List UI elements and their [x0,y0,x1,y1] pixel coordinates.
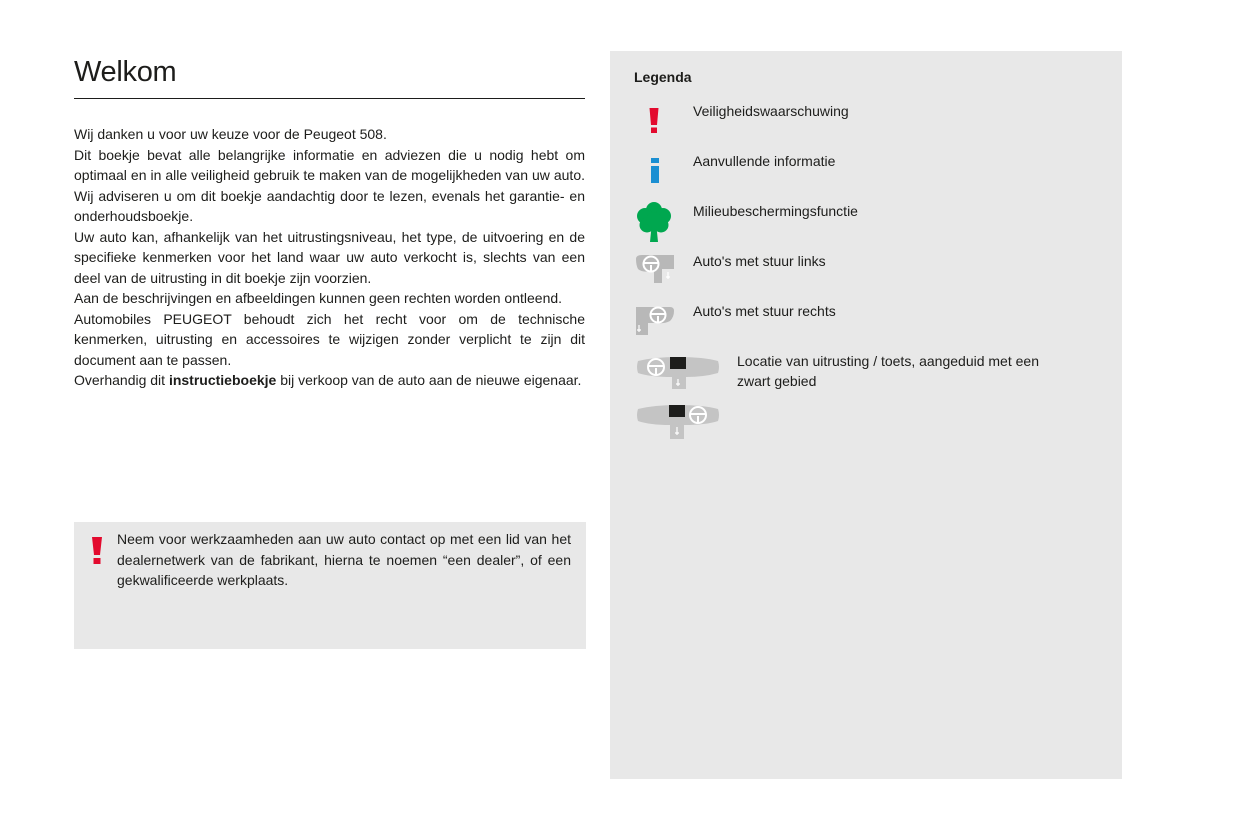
legend-panel [610,51,1122,779]
dealer-warning-box [74,522,586,649]
intro-paragraph: Aan de beschrijvingen en afbeeldingen kunnen geen rechten worden ontleend. [74,290,563,306]
steering-left-icon [634,253,676,285]
handover-text-start: Overhandig dit [74,372,169,388]
page-title: Welkom [74,56,177,88]
info-icon [648,157,662,185]
dashboard-location-icon [634,401,722,441]
handover-text-end: bij verkoop van de auto aan de nieuwe eigenaar. [276,372,582,388]
intro-paragraph: Uw auto kan, afhankelijk van het uitrustingsniveau, het type, de uitvoering en de specifieke kenmerken voor het land waar uw auto verkocht is, slechts van een deel van de uitrusting in dit boekje zijn voorzien. [74,228,585,286]
exclamation-icon [646,107,662,135]
handover-text-bold: instructieboekje [168,372,277,388]
intro-paragraph: Dit boekje bevat alle belangrijke informatie en adviezen die u nodig hebt om optimaal en in alle veiligheid gebruik te maken van de mogelijkheden van uw auto. Wij adviseren u om dit boekje aandachtig door te lezen, evenals het garantie- en onderhoudsboekje. [74,146,585,224]
legend-item-label: Aanvullende informatie [693,153,836,169]
legend-item-label: Locatie van uitrusting / toets, aangeduid met een zwart gebied [737,353,1039,389]
steering-right-icon [634,303,676,337]
intro-paragraph: Automobiles PEUGEOT behoudt zich het recht voor om de technische kenmerken, uitrusting en accessoires te wijzigen zonder verplicht te zijn dit document aan te passen. [74,310,585,368]
dashboard-location-icon [634,353,722,391]
intro-paragraph-handover [74,370,585,391]
legend-item-label: Auto's met stuur links [693,253,826,269]
intro-text [74,124,585,391]
legend-item-label: Veiligheidswaarschuwing [693,103,849,119]
title-divider [74,98,585,99]
dealer-warning-text: Neem voor werkzaamheden aan uw auto contact op met een lid van het dealernetwerk van de fabrikant, hierna te noemen “een dealer”, of een gekwalificeerde werkplaats. [117,531,571,588]
legend-item-label: Auto's met stuur rechts [693,303,836,319]
intro-paragraph: Wij danken u voor uw keuze voor de Peugeot 508. [74,126,387,142]
exclamation-icon [88,536,106,566]
tree-icon [636,201,672,243]
legend-title: Legenda [634,69,692,85]
legend-item-label: Milieubeschermingsfunctie [693,203,858,219]
